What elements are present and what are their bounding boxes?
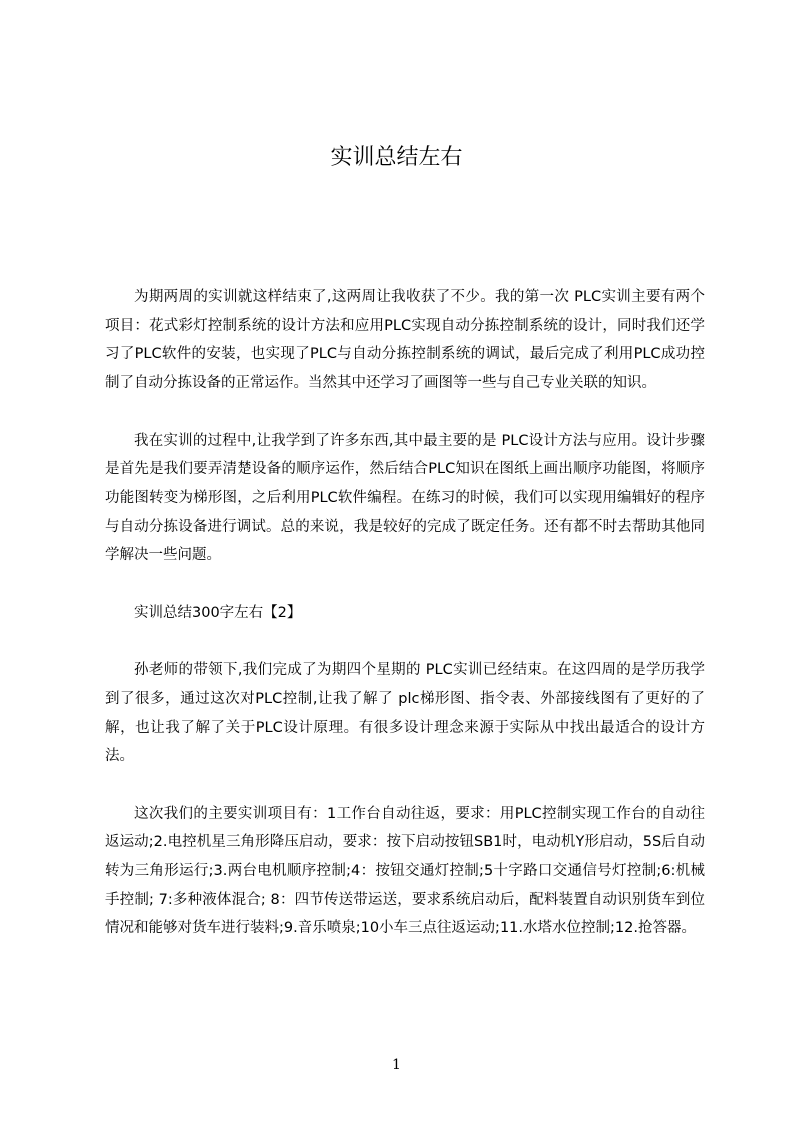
document-body (105, 283, 705, 943)
page-number: 1 (392, 1057, 401, 1073)
section-subheading: 实训总结300字左右【2】 (134, 604, 302, 621)
paragraph-intro: 为期两周的实训就这样结束了,这两周让我收获了不少。我的第一次 PLC实训主要有两个项目：花式彩灯控制系统的设计方法和应用PLC实现自动分拣控制系统的设计，同时我们还学习了PLC软件的安装，也实现了PLC与自动分拣控制系统的调试，最后完成了利用PLC成功控制了自动分拣设备的正常运作。当然其中还学习了画图等一些与自己专业关联的知识。 (105, 289, 705, 392)
paragraph-teacher: 孙老师的带领下,我们完成了为期四个星期的 PLC实训已经结束。在这四周的是学历我学到了很多，通过这次对PLC控制,让我了解了 plc梯形图、指令表、外部接线图有了更好的了解，也让我了解了关于PLC设计原理。有很多设计理念来源于实际从中找出最适合的设计方法。 (105, 662, 705, 765)
paragraph-learning: 我在实训的过程中,让我学到了许多东西,其中最主要的是 PLC设计方法与应用。设计步骤是首先是我们要弄清楚设备的顺序运作，然后结合PLC知识在图纸上画出顺序功能图，将顺序功能图转变为梯形图，之后利用PLC软件编程。在练习的时候，我们可以实现用编辑好的程序与自动分拣设备进行调试。总的来说，我是较好的完成了既定任务。还有都不时去帮助其他同学解决一些问题。 (105, 432, 705, 564)
page-title: 实训总结左右 (330, 145, 463, 170)
paragraph-projects: 这次我们的主要实训项目有：1工作台自动往返，要求：用PLC控制实现工作台的自动往返运动;2.电控机星三角形降压启动，要求：按下启动按钮SB1时，电动机Y形启动，5S后自动转为三角形运行;3.两台电机顺序控制;4：按钮交通灯控制;5十字路口交通信号灯控制;6:机械手控制; 7:多种液体混合; 8：四节传送带运送，要求系统启动后，配料装置自动识别货车到位情况和能够对货车进行装料;9.音乐喷泉;10小车三点往返运动;11.水塔水位控制;12.抢答器。 (105, 805, 705, 937)
